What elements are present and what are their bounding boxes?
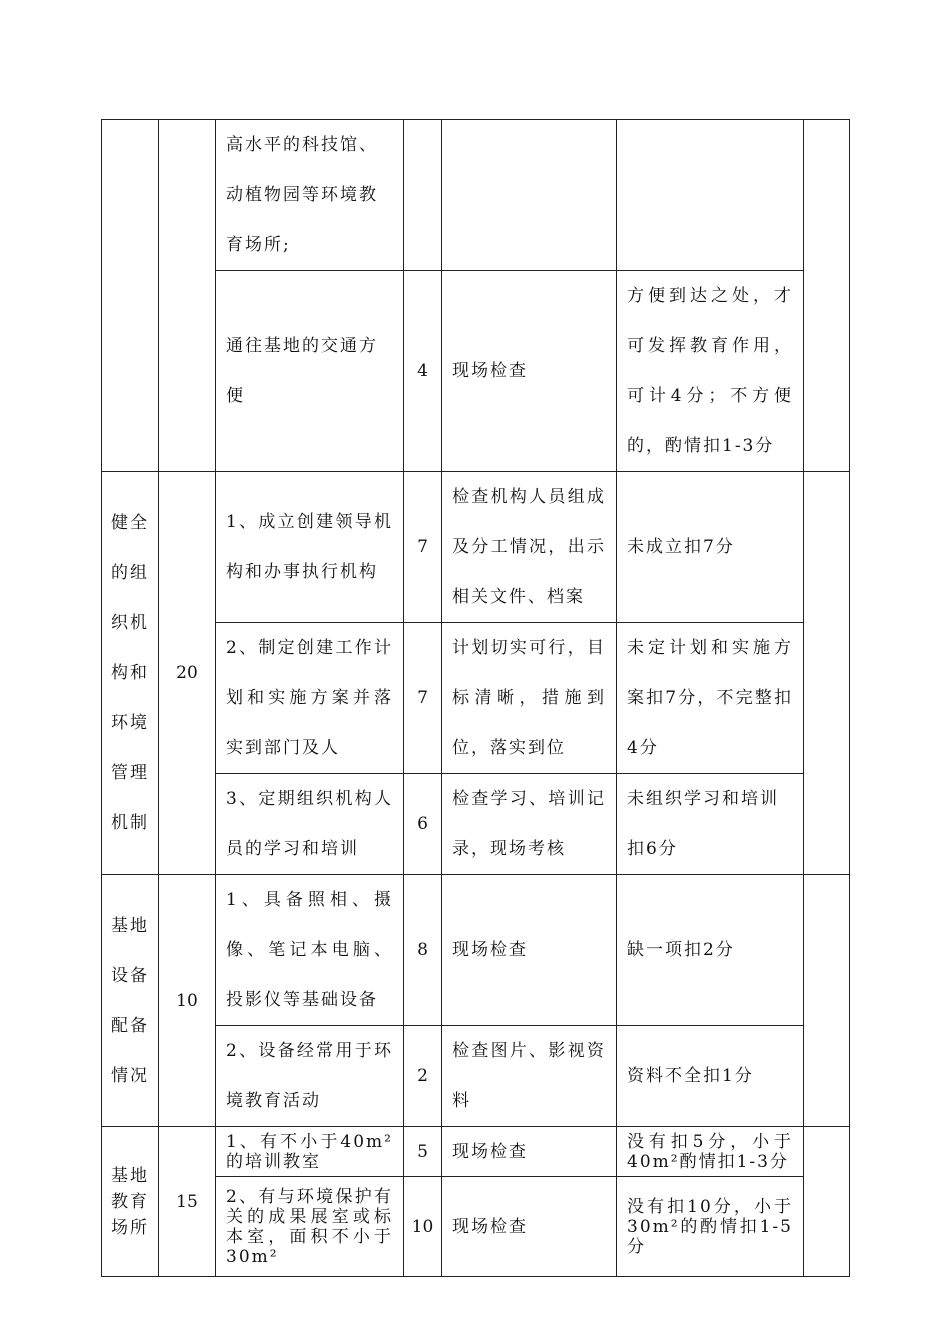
total-score-cell xyxy=(159,120,216,472)
total-score-cell: 15 xyxy=(159,1127,216,1277)
item-cell: 1、有不小于40m²的培训教室 xyxy=(216,1127,404,1177)
category-cell: 基地设备配备情况 xyxy=(102,875,159,1127)
item-cell: 2、有与环境保护有关的成果展室或标本室，面积不小于30m² xyxy=(216,1177,404,1277)
rule-cell: 没有扣5分，小于40m²酌情扣1-3分 xyxy=(617,1127,804,1177)
rule-cell xyxy=(617,120,804,271)
item-cell: 1、成立创建领导机构和办事执行机构 xyxy=(216,472,404,623)
rule-cell: 没有扣10分，小于30m²的酌情扣1-5分 xyxy=(617,1177,804,1277)
rule-cell: 未成立扣7分 xyxy=(617,472,804,623)
table-row xyxy=(102,1127,850,1177)
score-cell: 7 xyxy=(404,472,442,623)
item-cell: 2、制定创建工作计划和实施方案并落实到部门及人 xyxy=(216,623,404,774)
score-cell: 7 xyxy=(404,623,442,774)
method-cell: 检查图片、影视资料 xyxy=(442,1026,617,1127)
method-cell: 现场检查 xyxy=(442,875,617,1026)
category-cell xyxy=(102,120,159,472)
method-cell xyxy=(442,120,617,271)
method-cell: 检查机构人员组成及分工情况，出示相关文件、档案 xyxy=(442,472,617,623)
table-row xyxy=(102,875,850,1026)
method-cell: 检查学习、培训记录，现场考核 xyxy=(442,774,617,875)
item-cell: 通往基地的交通方便 xyxy=(216,271,404,472)
score-cell: 2 xyxy=(404,1026,442,1127)
remark-cell xyxy=(804,120,850,472)
method-cell: 计划切实可行，目标清晰，措施到位，落实到位 xyxy=(442,623,617,774)
category-cell: 健全的组织机构和环境管理机制 xyxy=(102,472,159,875)
remark-cell xyxy=(804,875,850,1127)
rule-cell: 未组织学习和培训扣6分 xyxy=(617,774,804,875)
rule-cell: 未定计划和实施方案扣7分，不完整扣4分 xyxy=(617,623,804,774)
remark-cell xyxy=(804,1127,850,1277)
total-score-cell: 10 xyxy=(159,875,216,1127)
item-cell: 3、定期组织机构人员的学习和培训 xyxy=(216,774,404,875)
rule-cell: 方便到达之处，才可发挥教育作用，可计4分；不方便的，酌情扣1-3分 xyxy=(617,271,804,472)
score-cell: 10 xyxy=(404,1177,442,1277)
score-cell: 4 xyxy=(404,271,442,472)
table-row xyxy=(102,472,850,623)
category-cell: 基地教育场所 xyxy=(102,1127,159,1277)
rule-cell: 缺一项扣2分 xyxy=(617,875,804,1026)
score-cell: 8 xyxy=(404,875,442,1026)
item-cell: 2、设备经常用于环境教育活动 xyxy=(216,1026,404,1127)
method-cell: 现场检查 xyxy=(442,271,617,472)
score-cell xyxy=(404,120,442,271)
score-cell: 5 xyxy=(404,1127,442,1177)
method-cell: 现场检查 xyxy=(442,1127,617,1177)
item-cell: 1、具备照相、摄像、笔记本电脑、投影仪等基础设备 xyxy=(216,875,404,1026)
total-score-cell: 20 xyxy=(159,472,216,875)
score-cell: 6 xyxy=(404,774,442,875)
item-cell: 高水平的科技馆、动植物园等环境教育场所; xyxy=(216,120,404,271)
evaluation-table xyxy=(101,119,850,1277)
table-row xyxy=(102,120,850,271)
method-cell: 现场检查 xyxy=(442,1177,617,1277)
remark-cell xyxy=(804,472,850,875)
rule-cell: 资料不全扣1分 xyxy=(617,1026,804,1127)
